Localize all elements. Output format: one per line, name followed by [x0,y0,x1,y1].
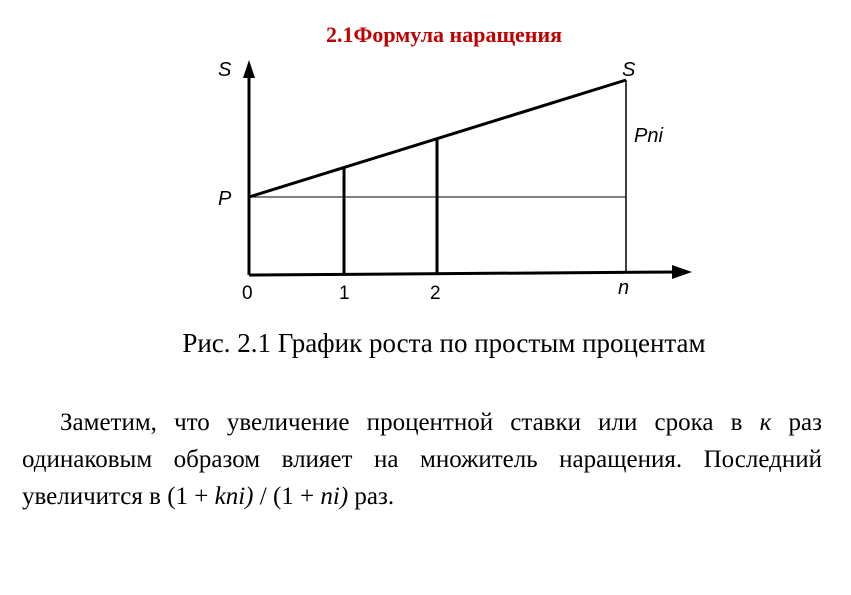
paragraph-part-2: раз одинаковым образом влияет на множитель наращения. Последний увеличится в (1 + [22,409,822,510]
x-tick-2: 2 [430,283,441,304]
paragraph-part-1: Заметим, что увеличение процентной ставки или срока в [60,409,760,436]
paragraph-text [22,404,822,515]
x-axis-arrow [672,265,692,279]
figure-caption: Рис. 2.1 График роста по простым процентам [182,328,706,358]
slide-title: 2.1Формула наращения [325,22,563,47]
paragraph-part-3: / (1 + [253,483,321,510]
k-symbol: к [759,409,772,436]
x-axis-label: n [618,277,630,299]
x-tick-0: 0 [242,283,253,304]
x-tick-1: 1 [339,283,350,304]
start-label: P [218,188,232,210]
body-paragraph [22,404,822,515]
formula-ni: ni) [320,483,349,510]
end-value-label: S [622,59,636,81]
x-axis [249,272,678,275]
paragraph-part-4: раз. [348,483,395,510]
growth-graph-svg [200,50,720,310]
y-axis-arrow [243,60,255,78]
formula-kni: kni) [214,483,254,510]
increment-label: Pni [634,125,663,147]
y-axis-label: S [218,59,232,81]
growth-graph [200,50,720,310]
